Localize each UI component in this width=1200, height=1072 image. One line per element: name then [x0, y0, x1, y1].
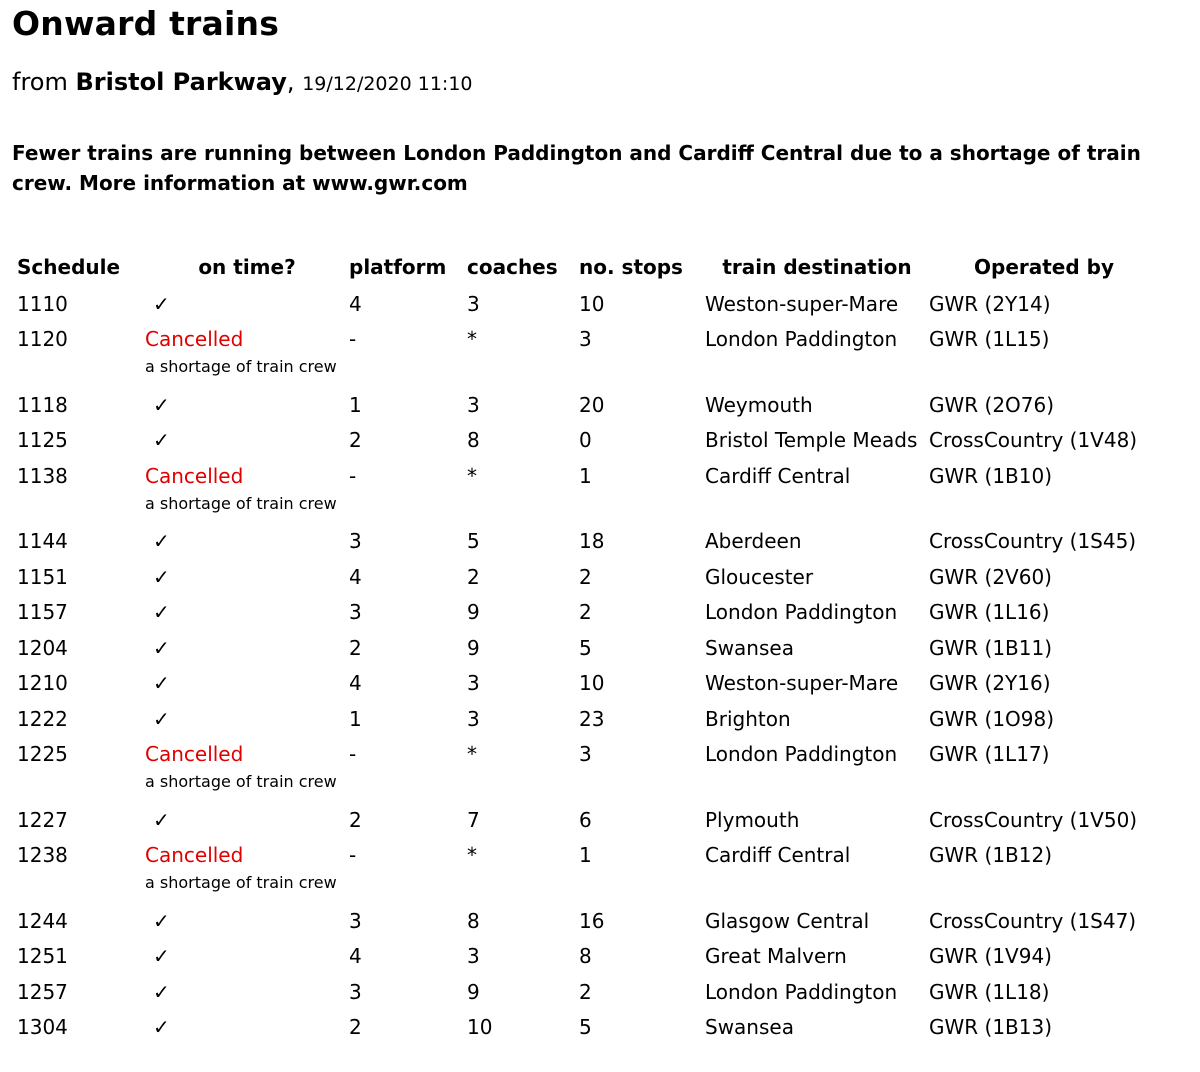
coaches-cell: [467, 737, 579, 773]
service-notice: Fewer trains are running between London Paddington and Cardiff Central due to a shortage of train crew. More information at www.gwr.com: [12, 141, 1141, 195]
cancellation-reason: a shortage of train crew: [145, 873, 337, 892]
destination-cell-text: Swansea: [705, 1015, 794, 1040]
on-time-cell: [145, 524, 349, 560]
schedule-cell-text: 1110: [17, 291, 68, 316]
schedule-cell: [12, 666, 145, 702]
schedule-cell: [12, 595, 145, 631]
on-time-cell: [145, 387, 349, 423]
stops-cell-text: 16: [579, 908, 605, 933]
stops-cell: [579, 458, 705, 494]
coaches-cell: [467, 838, 579, 874]
operator-cell: [929, 387, 1159, 423]
destination-cell-text: Weston-super-Mare: [705, 671, 899, 696]
platform-cell: [349, 939, 467, 975]
coaches-cell: [467, 1010, 579, 1046]
stops-cell-text: 5: [579, 1015, 592, 1040]
table-row: [12, 1010, 1159, 1046]
coaches-cell: [467, 423, 579, 459]
operator-cell-text: GWR (1B13): [929, 1015, 1053, 1040]
platform-cell-text: 3: [349, 600, 362, 625]
checkmark-icon: ✓: [153, 1015, 170, 1040]
checkmark-icon: ✓: [153, 428, 170, 453]
platform-cell: [349, 387, 467, 423]
coaches-cell-text: 5: [467, 529, 480, 554]
schedule-cell: [12, 701, 145, 737]
platform-cell-text: 2: [349, 635, 362, 660]
stops-cell: [579, 630, 705, 666]
schedule-cell-text: 1118: [17, 392, 68, 417]
departures-body: [12, 286, 1159, 1045]
stops-cell-text: 2: [579, 564, 592, 589]
on-time-cell: [145, 1010, 349, 1046]
checkmark-icon: ✓: [153, 564, 170, 589]
stops-cell: [579, 1010, 705, 1046]
operator-cell: [929, 1010, 1159, 1046]
cancellation-reason: a shortage of train crew: [145, 357, 337, 376]
reason-spacer: [12, 357, 145, 387]
on-time-cell: [145, 939, 349, 975]
on-time-cell: [145, 974, 349, 1010]
on-time-cell: [145, 423, 349, 459]
coaches-cell: [467, 595, 579, 631]
platform-cell-text: -: [349, 843, 357, 868]
operator-cell: [929, 802, 1159, 838]
platform-cell-text: 4: [349, 944, 362, 969]
platform-cell: [349, 1010, 467, 1046]
schedule-cell: [12, 387, 145, 423]
schedule-cell: [12, 939, 145, 975]
destination-cell-text: Weston-super-Mare: [705, 291, 899, 316]
operator-cell-text: GWR (1O98): [929, 706, 1055, 731]
stops-cell: [579, 524, 705, 560]
stops-cell-text: 2: [579, 979, 592, 1004]
checkmark-icon: ✓: [153, 529, 170, 554]
schedule-cell-text: 1125: [17, 428, 68, 453]
platform-cell: [349, 737, 467, 773]
coaches-cell-text: 8: [467, 908, 480, 933]
platform-cell-text: 4: [349, 291, 362, 316]
operator-cell-text: GWR (1B12): [929, 843, 1053, 868]
operator-cell: [929, 286, 1159, 322]
reason-spacer: [12, 873, 145, 903]
schedule-cell-text: 1227: [17, 807, 68, 832]
on-time-cell: [145, 701, 349, 737]
operator-cell-text: GWR (2Y14): [929, 291, 1051, 316]
checkmark-icon: ✓: [153, 635, 170, 660]
coaches-cell-text: 9: [467, 635, 480, 660]
platform-cell: [349, 838, 467, 874]
schedule-cell: [12, 559, 145, 595]
platform-cell-text: -: [349, 742, 357, 767]
operator-cell: [929, 630, 1159, 666]
cancellation-reason-row: [12, 494, 1159, 524]
stops-cell-text: 18: [579, 529, 605, 554]
cancelled-status: Cancelled: [145, 463, 244, 488]
coaches-cell-text: 7: [467, 807, 480, 832]
stops-cell-text: 1: [579, 843, 592, 868]
table-row: [12, 524, 1159, 560]
stops-cell-text: 0: [579, 428, 592, 453]
platform-cell-text: -: [349, 463, 357, 488]
table-row: [12, 559, 1159, 595]
stops-cell-text: 8: [579, 944, 592, 969]
destination-cell-text: Weymouth: [705, 392, 813, 417]
operator-cell-text: GWR (1B10): [929, 463, 1053, 488]
coaches-cell: [467, 322, 579, 358]
operator-cell: [929, 701, 1159, 737]
destination-cell-text: London Paddington: [705, 600, 898, 625]
stops-cell: [579, 666, 705, 702]
table-header-row: [12, 248, 1159, 286]
coaches-cell-text: *: [467, 463, 477, 488]
stops-cell: [579, 286, 705, 322]
operator-cell: [929, 423, 1159, 459]
coaches-cell-text: *: [467, 327, 477, 352]
checkmark-icon: ✓: [153, 706, 170, 731]
schedule-cell: [12, 423, 145, 459]
coaches-cell: [467, 559, 579, 595]
station-subtitle: [12, 68, 473, 96]
platform-cell: [349, 458, 467, 494]
coaches-cell: [467, 939, 579, 975]
table-row: [12, 903, 1159, 939]
checkmark-icon: ✓: [153, 392, 170, 417]
coaches-cell: [467, 666, 579, 702]
checkmark-icon: ✓: [153, 944, 170, 969]
schedule-cell-text: 1157: [17, 600, 68, 625]
schedule-cell-text: 1204: [17, 635, 68, 660]
stops-cell-text: 10: [579, 671, 605, 696]
stops-cell-text: 2: [579, 600, 592, 625]
platform-cell: [349, 974, 467, 1010]
stops-cell: [579, 737, 705, 773]
destination-cell: [705, 974, 929, 1010]
schedule-cell-text: 1244: [17, 908, 68, 933]
header-operator: Operated by: [974, 255, 1114, 279]
operator-cell-text: CrossCountry (1S47): [929, 908, 1137, 933]
platform-cell-text: 1: [349, 706, 362, 731]
destination-cell: [705, 322, 929, 358]
destination-cell: [705, 666, 929, 702]
stops-cell: [579, 802, 705, 838]
operator-cell: [929, 737, 1159, 773]
cancellation-reason: a shortage of train crew: [145, 772, 337, 791]
checkmark-icon: ✓: [153, 979, 170, 1004]
table-row: [12, 701, 1159, 737]
schedule-cell-text: 1304: [17, 1015, 68, 1040]
header-schedule: Schedule: [17, 255, 121, 279]
platform-cell-text: 2: [349, 428, 362, 453]
on-time-cell: [145, 595, 349, 631]
platform-cell-text: 2: [349, 807, 362, 832]
platform-cell-text: 4: [349, 564, 362, 589]
header-destination: train destination: [722, 255, 912, 279]
operator-cell: [929, 939, 1159, 975]
coaches-cell-text: 3: [467, 671, 480, 696]
destination-cell-text: Bristol Temple Meads: [705, 428, 918, 453]
cancelled-status: Cancelled: [145, 327, 244, 352]
schedule-cell: [12, 1010, 145, 1046]
cancellation-reason-row: [12, 772, 1159, 802]
operator-cell: [929, 666, 1159, 702]
schedule-cell: [12, 524, 145, 560]
reason-spacer: [12, 772, 145, 802]
table-row: [12, 802, 1159, 838]
table-row: [12, 838, 1159, 874]
table-row: [12, 458, 1159, 494]
departure-datetime: 19/12/2020 11:10: [302, 73, 473, 95]
operator-cell-text: GWR (1B11): [929, 635, 1053, 660]
stops-cell: [579, 838, 705, 874]
coaches-cell: [467, 458, 579, 494]
destination-cell: [705, 1010, 929, 1046]
destination-cell: [705, 524, 929, 560]
destination-cell: [705, 286, 929, 322]
coaches-cell-text: 8: [467, 428, 480, 453]
coaches-cell: [467, 903, 579, 939]
cancellation-reason-row: [12, 357, 1159, 387]
schedule-cell: [12, 737, 145, 773]
destination-cell-text: Swansea: [705, 635, 794, 660]
coaches-cell-text: 9: [467, 979, 480, 1004]
platform-cell: [349, 630, 467, 666]
stops-cell: [579, 322, 705, 358]
coaches-cell: [467, 701, 579, 737]
platform-cell-text: 4: [349, 671, 362, 696]
destination-cell-text: Brighton: [705, 706, 791, 731]
destination-cell: [705, 387, 929, 423]
operator-cell: [929, 974, 1159, 1010]
schedule-cell-text: 1257: [17, 979, 68, 1004]
platform-cell: [349, 595, 467, 631]
platform-cell: [349, 903, 467, 939]
platform-cell-text: -: [349, 327, 357, 352]
schedule-cell: [12, 903, 145, 939]
schedule-cell: [12, 322, 145, 358]
destination-cell-text: Great Malvern: [705, 944, 847, 969]
on-time-cell: [145, 903, 349, 939]
operator-cell-text: GWR (1V94): [929, 944, 1052, 969]
checkmark-icon: ✓: [153, 807, 170, 832]
platform-cell: [349, 701, 467, 737]
platform-cell: [349, 322, 467, 358]
schedule-cell-text: 1238: [17, 843, 68, 868]
checkmark-icon: ✓: [153, 291, 170, 316]
table-row: [12, 387, 1159, 423]
stops-cell-text: 23: [579, 706, 605, 731]
stops-cell: [579, 974, 705, 1010]
table-row: [12, 737, 1159, 773]
departures-table: [12, 248, 1159, 1045]
operator-cell-text: GWR (2O76): [929, 392, 1055, 417]
platform-cell-text: 1: [349, 392, 362, 417]
stops-cell: [579, 939, 705, 975]
platform-cell-text: 2: [349, 1015, 362, 1040]
from-prefix: from: [12, 68, 68, 96]
stops-cell-text: 10: [579, 291, 605, 316]
operator-cell-text: CrossCountry (1V48): [929, 428, 1138, 453]
stops-cell: [579, 701, 705, 737]
schedule-cell: [12, 802, 145, 838]
schedule-cell-text: 1222: [17, 706, 68, 731]
header-stops: no. stops: [579, 255, 683, 279]
schedule-cell-text: 1120: [17, 327, 68, 352]
checkmark-icon: ✓: [153, 600, 170, 625]
station-name: Bristol Parkway: [75, 68, 287, 96]
operator-cell: [929, 595, 1159, 631]
on-time-cell: [145, 458, 349, 494]
header-on-time: on time?: [198, 255, 296, 279]
stops-cell: [579, 423, 705, 459]
schedule-cell: [12, 286, 145, 322]
destination-cell: [705, 701, 929, 737]
destination-cell-text: Plymouth: [705, 807, 800, 832]
subtitle-separator: ,: [286, 68, 295, 96]
stops-cell-text: 20: [579, 392, 605, 417]
schedule-cell: [12, 974, 145, 1010]
schedule-cell-text: 1144: [17, 529, 68, 554]
platform-cell: [349, 802, 467, 838]
table-row: [12, 974, 1159, 1010]
schedule-cell-text: 1225: [17, 742, 68, 767]
coaches-cell-text: 3: [467, 291, 480, 316]
coaches-cell: [467, 286, 579, 322]
schedule-cell-text: 1251: [17, 944, 68, 969]
schedule-cell: [12, 458, 145, 494]
destination-cell-text: London Paddington: [705, 327, 898, 352]
operator-cell-text: GWR (2V60): [929, 564, 1052, 589]
table-row: [12, 423, 1159, 459]
cancelled-status: Cancelled: [145, 843, 244, 868]
coaches-cell: [467, 630, 579, 666]
destination-cell: [705, 559, 929, 595]
platform-cell: [349, 286, 467, 322]
on-time-cell: [145, 838, 349, 874]
operator-cell-text: GWR (2Y16): [929, 671, 1051, 696]
header-platform: platform: [349, 255, 447, 279]
operator-cell-text: GWR (1L15): [929, 327, 1050, 352]
cancelled-status: Cancelled: [145, 742, 244, 767]
operator-cell-text: CrossCountry (1V50): [929, 807, 1138, 832]
cancellation-reason: a shortage of train crew: [145, 493, 337, 513]
coaches-cell-text: 10: [467, 1015, 493, 1040]
destination-cell-text: Aberdeen: [705, 529, 802, 554]
destination-cell-text: Cardiff Central: [705, 843, 851, 868]
destination-cell: [705, 423, 929, 459]
destination-cell-text: London Paddington: [705, 979, 898, 1004]
schedule-cell-text: 1138: [17, 463, 68, 488]
operator-cell-text: GWR (1L16): [929, 600, 1050, 625]
on-time-cell: [145, 322, 349, 358]
stops-cell-text: 3: [579, 742, 592, 767]
stops-cell: [579, 595, 705, 631]
operator-cell-text: GWR (1L17): [929, 742, 1050, 767]
operator-cell: [929, 559, 1159, 595]
platform-cell: [349, 423, 467, 459]
coaches-cell-text: *: [467, 843, 477, 868]
stops-cell-text: 5: [579, 635, 592, 660]
checkmark-icon: ✓: [153, 908, 170, 933]
schedule-cell: [12, 838, 145, 874]
on-time-cell: [145, 737, 349, 773]
schedule-cell-text: 1151: [17, 564, 68, 589]
on-time-cell: [145, 286, 349, 322]
platform-cell-text: 3: [349, 908, 362, 933]
stops-cell-text: 6: [579, 807, 592, 832]
schedule-cell: [12, 630, 145, 666]
checkmark-icon: ✓: [153, 671, 170, 696]
operator-cell-text: CrossCountry (1S45): [929, 529, 1137, 554]
operator-cell: [929, 458, 1159, 494]
destination-cell: [705, 595, 929, 631]
destination-cell-text: Gloucester: [705, 564, 814, 589]
destination-cell: [705, 458, 929, 494]
coaches-cell-text: 3: [467, 392, 480, 417]
destination-cell-text: Glasgow Central: [705, 908, 870, 933]
coaches-cell-text: 2: [467, 564, 480, 589]
coaches-cell-text: 9: [467, 600, 480, 625]
destination-cell: [705, 630, 929, 666]
operator-cell: [929, 322, 1159, 358]
on-time-cell: [145, 802, 349, 838]
cancellation-reason-row: [12, 873, 1159, 903]
platform-cell: [349, 524, 467, 560]
coaches-cell: [467, 974, 579, 1010]
on-time-cell: [145, 559, 349, 595]
operator-cell: [929, 903, 1159, 939]
on-time-cell: [145, 630, 349, 666]
destination-cell: [705, 838, 929, 874]
platform-cell: [349, 666, 467, 702]
destination-cell: [705, 939, 929, 975]
table-row: [12, 286, 1159, 322]
stops-cell-text: 1: [579, 463, 592, 488]
coaches-cell-text: 3: [467, 944, 480, 969]
reason-spacer: [12, 494, 145, 524]
table-row: [12, 666, 1159, 702]
coaches-cell: [467, 802, 579, 838]
table-row: [12, 939, 1159, 975]
table-row: [12, 630, 1159, 666]
coaches-cell-text: *: [467, 742, 477, 767]
coaches-cell: [467, 387, 579, 423]
destination-cell-text: Cardiff Central: [705, 463, 851, 488]
header-coaches: coaches: [467, 255, 558, 279]
table-row: [12, 595, 1159, 631]
table-row: [12, 322, 1159, 358]
stops-cell: [579, 559, 705, 595]
destination-cell: [705, 737, 929, 773]
schedule-cell-text: 1210: [17, 671, 68, 696]
stops-cell: [579, 903, 705, 939]
stops-cell-text: 3: [579, 327, 592, 352]
destination-cell: [705, 903, 929, 939]
destination-cell-text: London Paddington: [705, 742, 898, 767]
on-time-cell: [145, 666, 349, 702]
platform-cell: [349, 559, 467, 595]
coaches-cell-text: 3: [467, 706, 480, 731]
destination-cell: [705, 802, 929, 838]
operator-cell-text: GWR (1L18): [929, 979, 1050, 1004]
page-title: Onward trains: [12, 4, 280, 43]
platform-cell-text: 3: [349, 529, 362, 554]
operator-cell: [929, 838, 1159, 874]
platform-cell-text: 3: [349, 979, 362, 1004]
coaches-cell: [467, 524, 579, 560]
stops-cell: [579, 387, 705, 423]
operator-cell: [929, 524, 1159, 560]
